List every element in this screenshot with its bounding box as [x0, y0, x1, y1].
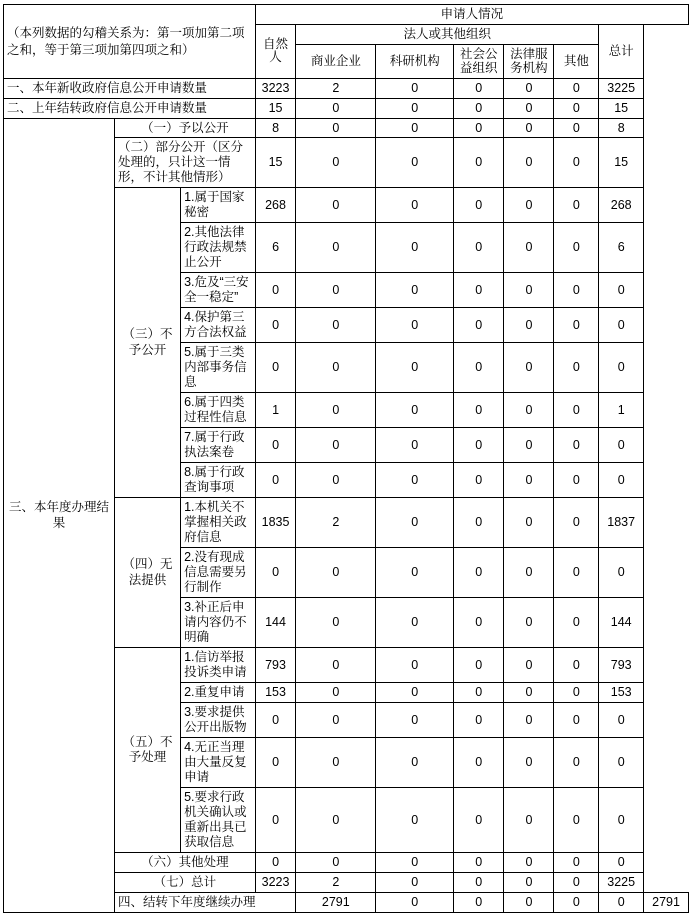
cell-value: 0 — [296, 138, 376, 188]
cell-value: 0 — [504, 598, 554, 648]
cell-value: 0 — [296, 98, 376, 118]
cell-value: 0 — [454, 853, 504, 873]
cell-value: 0 — [376, 188, 454, 223]
header-col-social-welfare-org: 社会公益组织 — [454, 44, 504, 79]
row-label-public-publication: 3.要求提供公开出版物 — [181, 703, 256, 738]
table-row — [4, 118, 689, 138]
cell-value: 3223 — [255, 873, 296, 893]
note-cell: （本列数据的勾稽关系为：第一项加第二项之和，等于第三项加第四项之和） — [4, 5, 256, 79]
cell-value: 0 — [454, 79, 504, 99]
row-label-administrative-inquiry: 8.属于行政查询事项 — [181, 463, 256, 498]
table-row — [4, 98, 689, 118]
cell-value: 0 — [554, 138, 599, 188]
cell-value: 0 — [504, 548, 554, 598]
cell-value: 0 — [376, 648, 454, 683]
cell-value: 0 — [504, 79, 554, 99]
cell-value: 15 — [599, 138, 644, 188]
cell-value: 144 — [255, 598, 296, 648]
cell-value: 0 — [376, 598, 454, 648]
cell-value: 1837 — [599, 498, 644, 548]
cell-value: 0 — [599, 428, 644, 463]
cell-value: 1 — [255, 393, 296, 428]
row-label-process-info: 6.属于四类过程性信息 — [181, 393, 256, 428]
cell-value: 0 — [554, 648, 599, 683]
cell-value: 2791 — [644, 892, 689, 912]
cell-value: 0 — [554, 118, 599, 138]
cell-value: 0 — [376, 79, 454, 99]
cell-value: 0 — [296, 548, 376, 598]
cell-value: 0 — [255, 738, 296, 788]
cell-value: 0 — [504, 428, 554, 463]
row-label-partially-disclosed: （二）部分公开（区分处理的，只计这一情形，不计其他情形） — [114, 138, 255, 188]
cell-value: 0 — [554, 79, 599, 99]
cell-value: 0 — [504, 343, 554, 393]
cell-value: 3225 — [599, 873, 644, 893]
cell-value: 153 — [255, 683, 296, 703]
cell-value: 0 — [504, 498, 554, 548]
cell-value: 0 — [255, 548, 296, 598]
row-label-carried-over-applications: 二、上年结转政府信息公开申请数量 — [4, 98, 256, 118]
header-total: 总计 — [599, 24, 644, 78]
cell-value: 153 — [599, 683, 644, 703]
cell-value: 0 — [376, 118, 454, 138]
row-label-internal-affairs-info: 5.属于三类内部事务信息 — [181, 343, 256, 393]
cell-value: 6 — [255, 223, 296, 273]
cell-value: 0 — [504, 648, 554, 683]
cell-value: 8 — [599, 118, 644, 138]
cell-value: 15 — [255, 138, 296, 188]
header-natural-person: 自然人 — [255, 24, 296, 78]
cell-value: 0 — [296, 788, 376, 853]
cell-value: 0 — [296, 273, 376, 308]
cell-value: 0 — [554, 873, 599, 893]
cell-value: 0 — [554, 788, 599, 853]
cell-value: 0 — [376, 393, 454, 428]
cell-value: 15 — [255, 98, 296, 118]
cell-value: 144 — [599, 598, 644, 648]
cell-value: 2 — [296, 498, 376, 548]
cell-value: 0 — [376, 683, 454, 703]
header-legal-or-other-org: 法人或其他组织 — [296, 24, 599, 44]
row-label-section-total: （七）总计 — [114, 873, 255, 893]
cell-value: 0 — [376, 548, 454, 598]
row-label-not-held-by-agency: 1.本机关不掌握相关政府信息 — [181, 498, 256, 548]
cell-value: 0 — [454, 683, 504, 703]
cell-value: 0 — [554, 703, 599, 738]
cell-value: 0 — [376, 138, 454, 188]
cell-value: 0 — [504, 393, 554, 428]
cell-value: 0 — [376, 343, 454, 393]
cell-value: 0 — [376, 703, 454, 738]
cell-value: 0 — [255, 428, 296, 463]
cell-value: 2791 — [296, 892, 376, 912]
cell-value: 793 — [599, 648, 644, 683]
cell-value: 0 — [554, 548, 599, 598]
cell-value: 0 — [554, 308, 599, 343]
cell-value: 0 — [554, 853, 599, 873]
cell-value: 0 — [255, 463, 296, 498]
header-col-commercial-enterprise: 商业企业 — [296, 44, 376, 79]
cell-value: 0 — [296, 343, 376, 393]
cell-value: 2 — [296, 79, 376, 99]
cell-value: 0 — [376, 853, 454, 873]
cell-value: 0 — [454, 428, 504, 463]
cell-value: 6 — [599, 223, 644, 273]
row-label-duplicate-application: 2.重复申请 — [181, 683, 256, 703]
cell-value: 0 — [296, 598, 376, 648]
cell-value: 0 — [504, 683, 554, 703]
cell-value: 0 — [376, 873, 454, 893]
cell-value: 0 — [554, 428, 599, 463]
cell-value: 0 — [504, 98, 554, 118]
cell-value: 0 — [255, 273, 296, 308]
cell-value: 0 — [376, 788, 454, 853]
cell-value: 0 — [296, 703, 376, 738]
cell-value: 0 — [376, 892, 454, 912]
cell-value: 2 — [296, 873, 376, 893]
cell-value: 0 — [454, 498, 504, 548]
row-label-other-handling: （六）其他处理 — [114, 853, 255, 873]
cell-value: 0 — [504, 853, 554, 873]
row-label-not-processed: （五）不予处理 — [114, 648, 180, 853]
cell-value: 1 — [599, 393, 644, 428]
cell-value: 0 — [554, 498, 599, 548]
cell-value: 0 — [504, 703, 554, 738]
cell-value: 0 — [296, 853, 376, 873]
cell-value: 0 — [554, 892, 599, 912]
row-label-third-party-rights: 4.保护第三方合法权益 — [181, 308, 256, 343]
cell-value: 0 — [599, 892, 644, 912]
cell-value: 0 — [296, 223, 376, 273]
row-label-annual-handling-results: 三、本年度办理结果 — [4, 118, 115, 912]
government-information-disclosure-table — [3, 4, 689, 913]
cell-value: 0 — [599, 853, 644, 873]
cell-value: 0 — [504, 788, 554, 853]
cell-value: 0 — [504, 273, 554, 308]
cell-value: 0 — [454, 393, 504, 428]
cell-value: 0 — [454, 738, 504, 788]
cell-value: 0 — [296, 428, 376, 463]
cell-value: 0 — [454, 188, 504, 223]
cell-value: 0 — [454, 703, 504, 738]
cell-value: 0 — [296, 648, 376, 683]
row-label-carry-to-next-year: 四、结转下年度继续办理 — [114, 892, 295, 912]
cell-value: 8 — [255, 118, 296, 138]
table-row — [4, 79, 689, 99]
cell-value: 0 — [599, 703, 644, 738]
row-label-disclosed: （一）予以公开 — [114, 118, 255, 138]
header-row-applicant — [4, 5, 689, 25]
cell-value: 0 — [599, 738, 644, 788]
cell-value: 793 — [255, 648, 296, 683]
cell-value: 0 — [255, 308, 296, 343]
cell-value: 3225 — [599, 79, 644, 99]
cell-value: 0 — [454, 788, 504, 853]
header-col-research-institution: 科研机构 — [376, 44, 454, 79]
cell-value: 0 — [599, 343, 644, 393]
header-applicant-situation: 申请人情况 — [255, 5, 688, 25]
row-label-unable-to-provide: （四）无法提供 — [114, 498, 180, 648]
cell-value: 0 — [504, 738, 554, 788]
cell-value: 0 — [296, 188, 376, 223]
cell-value: 0 — [454, 648, 504, 683]
cell-value: 0 — [554, 738, 599, 788]
cell-value: 0 — [504, 118, 554, 138]
cell-value: 0 — [504, 873, 554, 893]
cell-value: 0 — [554, 393, 599, 428]
row-label-state-secret: 1.属于国家秘密 — [181, 188, 256, 223]
header-col-legal-service-org: 法律服务机构 — [504, 44, 554, 79]
cell-value: 0 — [376, 428, 454, 463]
header-col-other: 其他 — [554, 44, 599, 79]
cell-value: 0 — [255, 788, 296, 853]
cell-value: 0 — [504, 223, 554, 273]
cell-value: 0 — [376, 223, 454, 273]
row-label-repeated-unreasonable: 4.无正当理由大量反复申请 — [181, 738, 256, 788]
row-label-petition-complaint: 1.信访举报投诉类申请 — [181, 648, 256, 683]
cell-value: 0 — [554, 343, 599, 393]
cell-value: 0 — [504, 308, 554, 343]
cell-value: 0 — [599, 273, 644, 308]
cell-value: 0 — [504, 138, 554, 188]
cell-value: 0 — [255, 853, 296, 873]
cell-value: 0 — [454, 892, 504, 912]
row-label-not-disclosed: （三）不予公开 — [114, 188, 180, 498]
cell-value: 0 — [504, 463, 554, 498]
cell-value: 0 — [599, 463, 644, 498]
cell-value: 0 — [599, 308, 644, 343]
cell-value: 0 — [376, 738, 454, 788]
cell-value: 0 — [376, 308, 454, 343]
cell-value: 1835 — [255, 498, 296, 548]
cell-value: 0 — [376, 463, 454, 498]
cell-value: 0 — [454, 873, 504, 893]
cell-value: 0 — [504, 892, 554, 912]
cell-value: 0 — [454, 273, 504, 308]
cell-value: 0 — [554, 188, 599, 223]
cell-value: 268 — [255, 188, 296, 223]
cell-value: 0 — [454, 138, 504, 188]
row-label-still-unclear-after-correction: 3.补正后申请内容仍不明确 — [181, 598, 256, 648]
cell-value: 3223 — [255, 79, 296, 99]
cell-value: 0 — [454, 98, 504, 118]
cell-value: 0 — [296, 308, 376, 343]
row-label-new-applications: 一、本年新收政府信息公开申请数量 — [4, 79, 256, 99]
cell-value: 0 — [296, 738, 376, 788]
cell-value: 0 — [554, 273, 599, 308]
cell-value: 0 — [255, 343, 296, 393]
row-label-other-law-prohibited: 2.其他法律行政法规禁止公开 — [181, 223, 256, 273]
cell-value: 0 — [554, 463, 599, 498]
row-label-law-enforcement-file: 7.属于行政执法案卷 — [181, 428, 256, 463]
cell-value: 0 — [296, 393, 376, 428]
cell-value: 0 — [376, 273, 454, 308]
cell-value: 0 — [296, 463, 376, 498]
cell-value: 0 — [554, 223, 599, 273]
cell-value: 0 — [599, 548, 644, 598]
cell-value: 0 — [599, 788, 644, 853]
cell-value: 0 — [454, 118, 504, 138]
cell-value: 0 — [454, 223, 504, 273]
cell-value: 0 — [554, 683, 599, 703]
cell-value: 0 — [376, 98, 454, 118]
cell-value: 0 — [376, 498, 454, 548]
cell-value: 15 — [599, 98, 644, 118]
cell-value: 0 — [504, 188, 554, 223]
row-label-confirm-or-reissue: 5.要求行政机关确认或重新出具已获取信息 — [181, 788, 256, 853]
cell-value: 0 — [255, 703, 296, 738]
cell-value: 0 — [454, 548, 504, 598]
row-label-needs-creation: 2.没有现成信息需要另行制作 — [181, 548, 256, 598]
cell-value: 0 — [454, 598, 504, 648]
cell-value: 0 — [554, 98, 599, 118]
cell-value: 0 — [454, 308, 504, 343]
cell-value: 0 — [296, 118, 376, 138]
cell-value: 0 — [454, 343, 504, 393]
cell-value: 0 — [554, 598, 599, 648]
row-label-three-safety-one-stability: 3.危及“三安全一稳定” — [181, 273, 256, 308]
cell-value: 0 — [454, 463, 504, 498]
cell-value: 0 — [296, 683, 376, 703]
cell-value: 268 — [599, 188, 644, 223]
